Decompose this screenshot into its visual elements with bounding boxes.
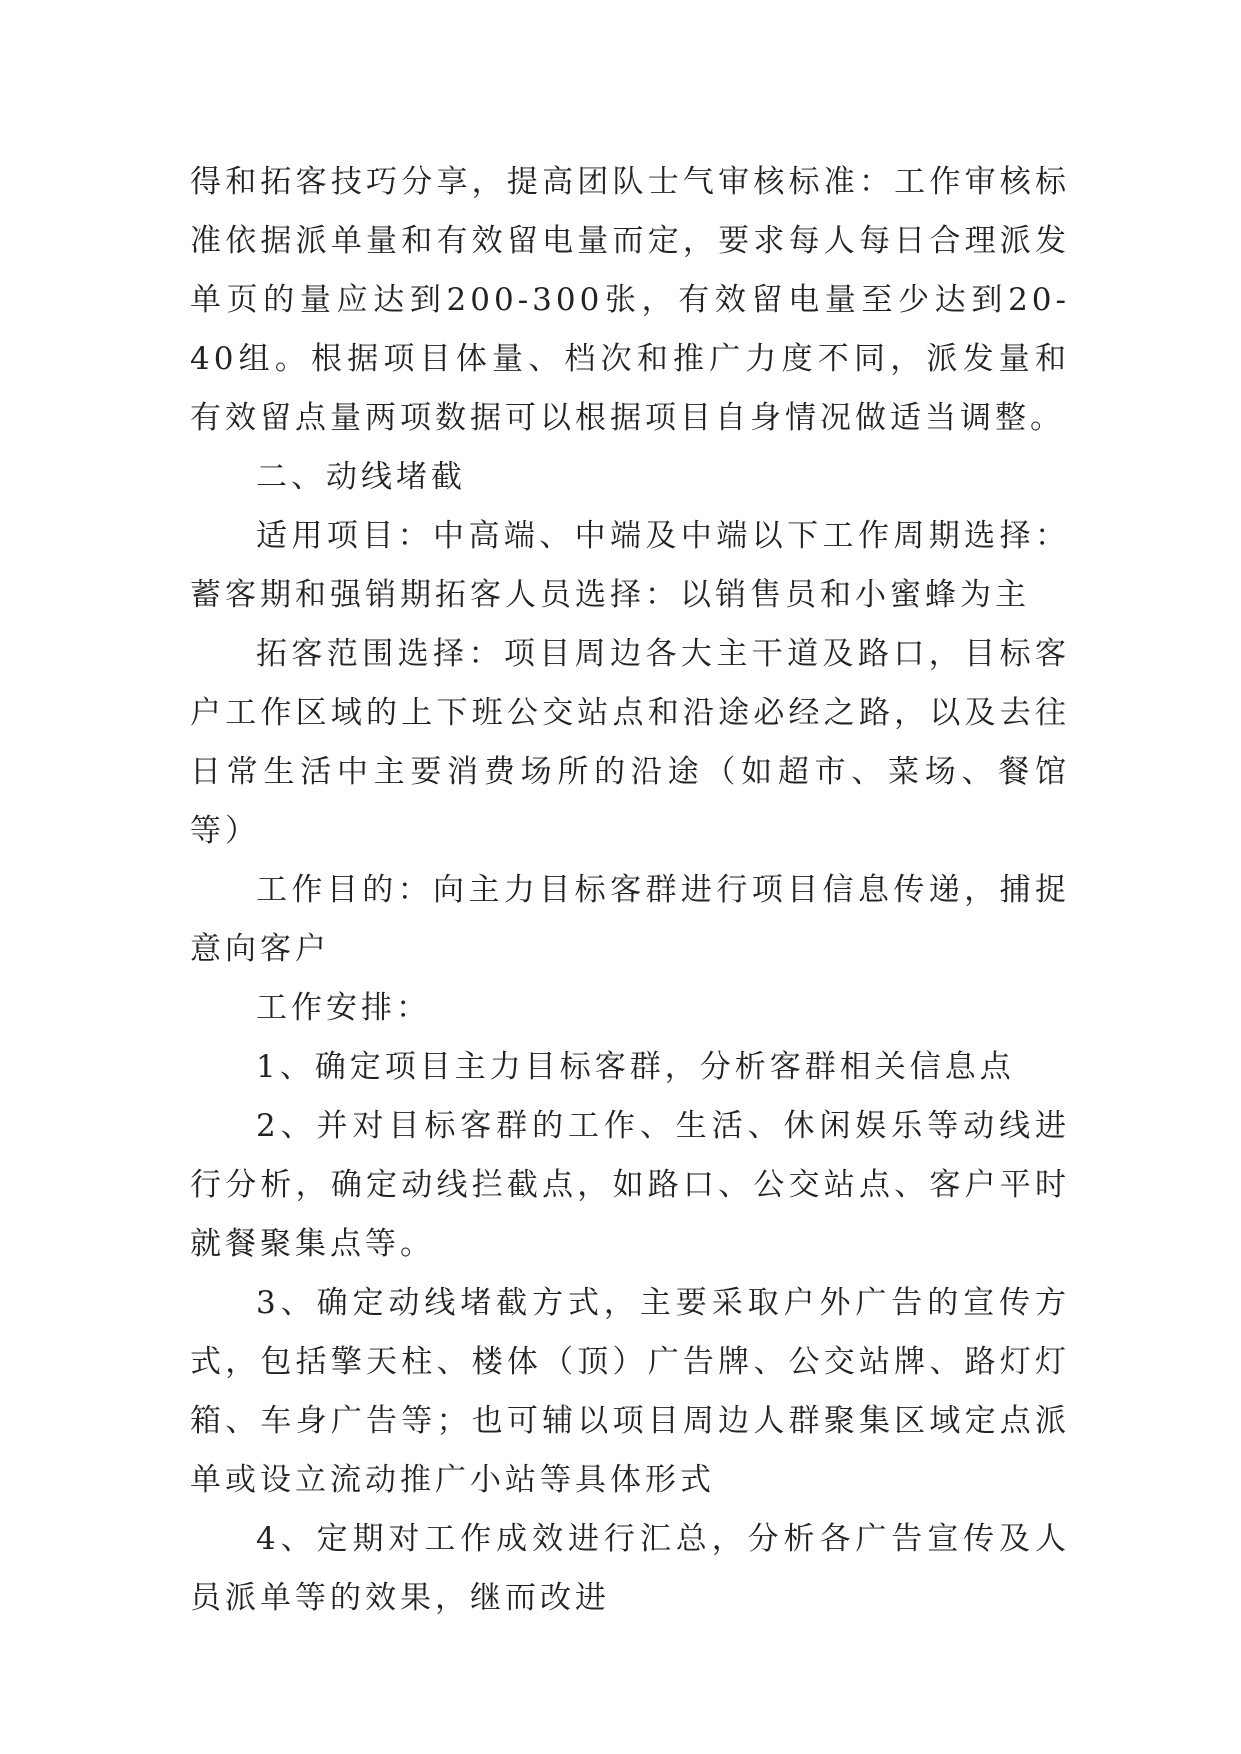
section-heading: 二、动线堵截	[256, 459, 466, 495]
paragraph-arrangement-heading: 工作安排：	[256, 990, 431, 1026]
paragraph-applicable-projects: 适用项目：中高端、中端及中端以下工作周期选择：蓄客期和强销期拓客人员选择：以销售员和小蜜蜂为主	[190, 518, 1070, 613]
list-item-1: 1、确定项目主力目标客群，分析客群相关信息点	[256, 1049, 1015, 1085]
paragraph-scope: 拓客范围选择：项目周边各大主干道及路口，目标客户工作区域的上下班公交站点和沿途必经之路，以及去往日常生活中主要消费场所的沿途（如超市、菜场、餐馆等）	[190, 636, 1070, 849]
document-body	[190, 153, 1070, 1628]
paragraph-purpose: 工作目的：向主力目标客群进行项目信息传递，捕捉意向客户	[190, 872, 1070, 967]
list-item-2: 2、并对目标客群的工作、生活、休闲娱乐等动线进行分析，确定动线拦截点，如路口、公交站点、客户平时就餐聚集点等。	[190, 1108, 1070, 1262]
list-item-3: 3、确定动线堵截方式，主要采取户外广告的宣传方式，包括擎天柱、楼体（顶）广告牌、公交站牌、路灯灯箱、车身广告等；也可辅以项目周边人群聚集区域定点派单或设立流动推广小站等具体形式	[190, 1285, 1070, 1498]
paragraph-continuation: 得和拓客技巧分享，提高团队士气审核标准：工作审核标准依据派单量和有效留电量而定，要求每人每日合理派发单页的量应达到200-300张，有效留电量至少达到20-40组。根据项目体量、档次和推广力度不同，派发量和有效留点量两项数据可以根据项目自身情况做适当调整。	[190, 164, 1070, 436]
list-item-4: 4、定期对工作成效进行汇总，分析各广告宣传及人员派单等的效果，继而改进	[190, 1521, 1070, 1616]
